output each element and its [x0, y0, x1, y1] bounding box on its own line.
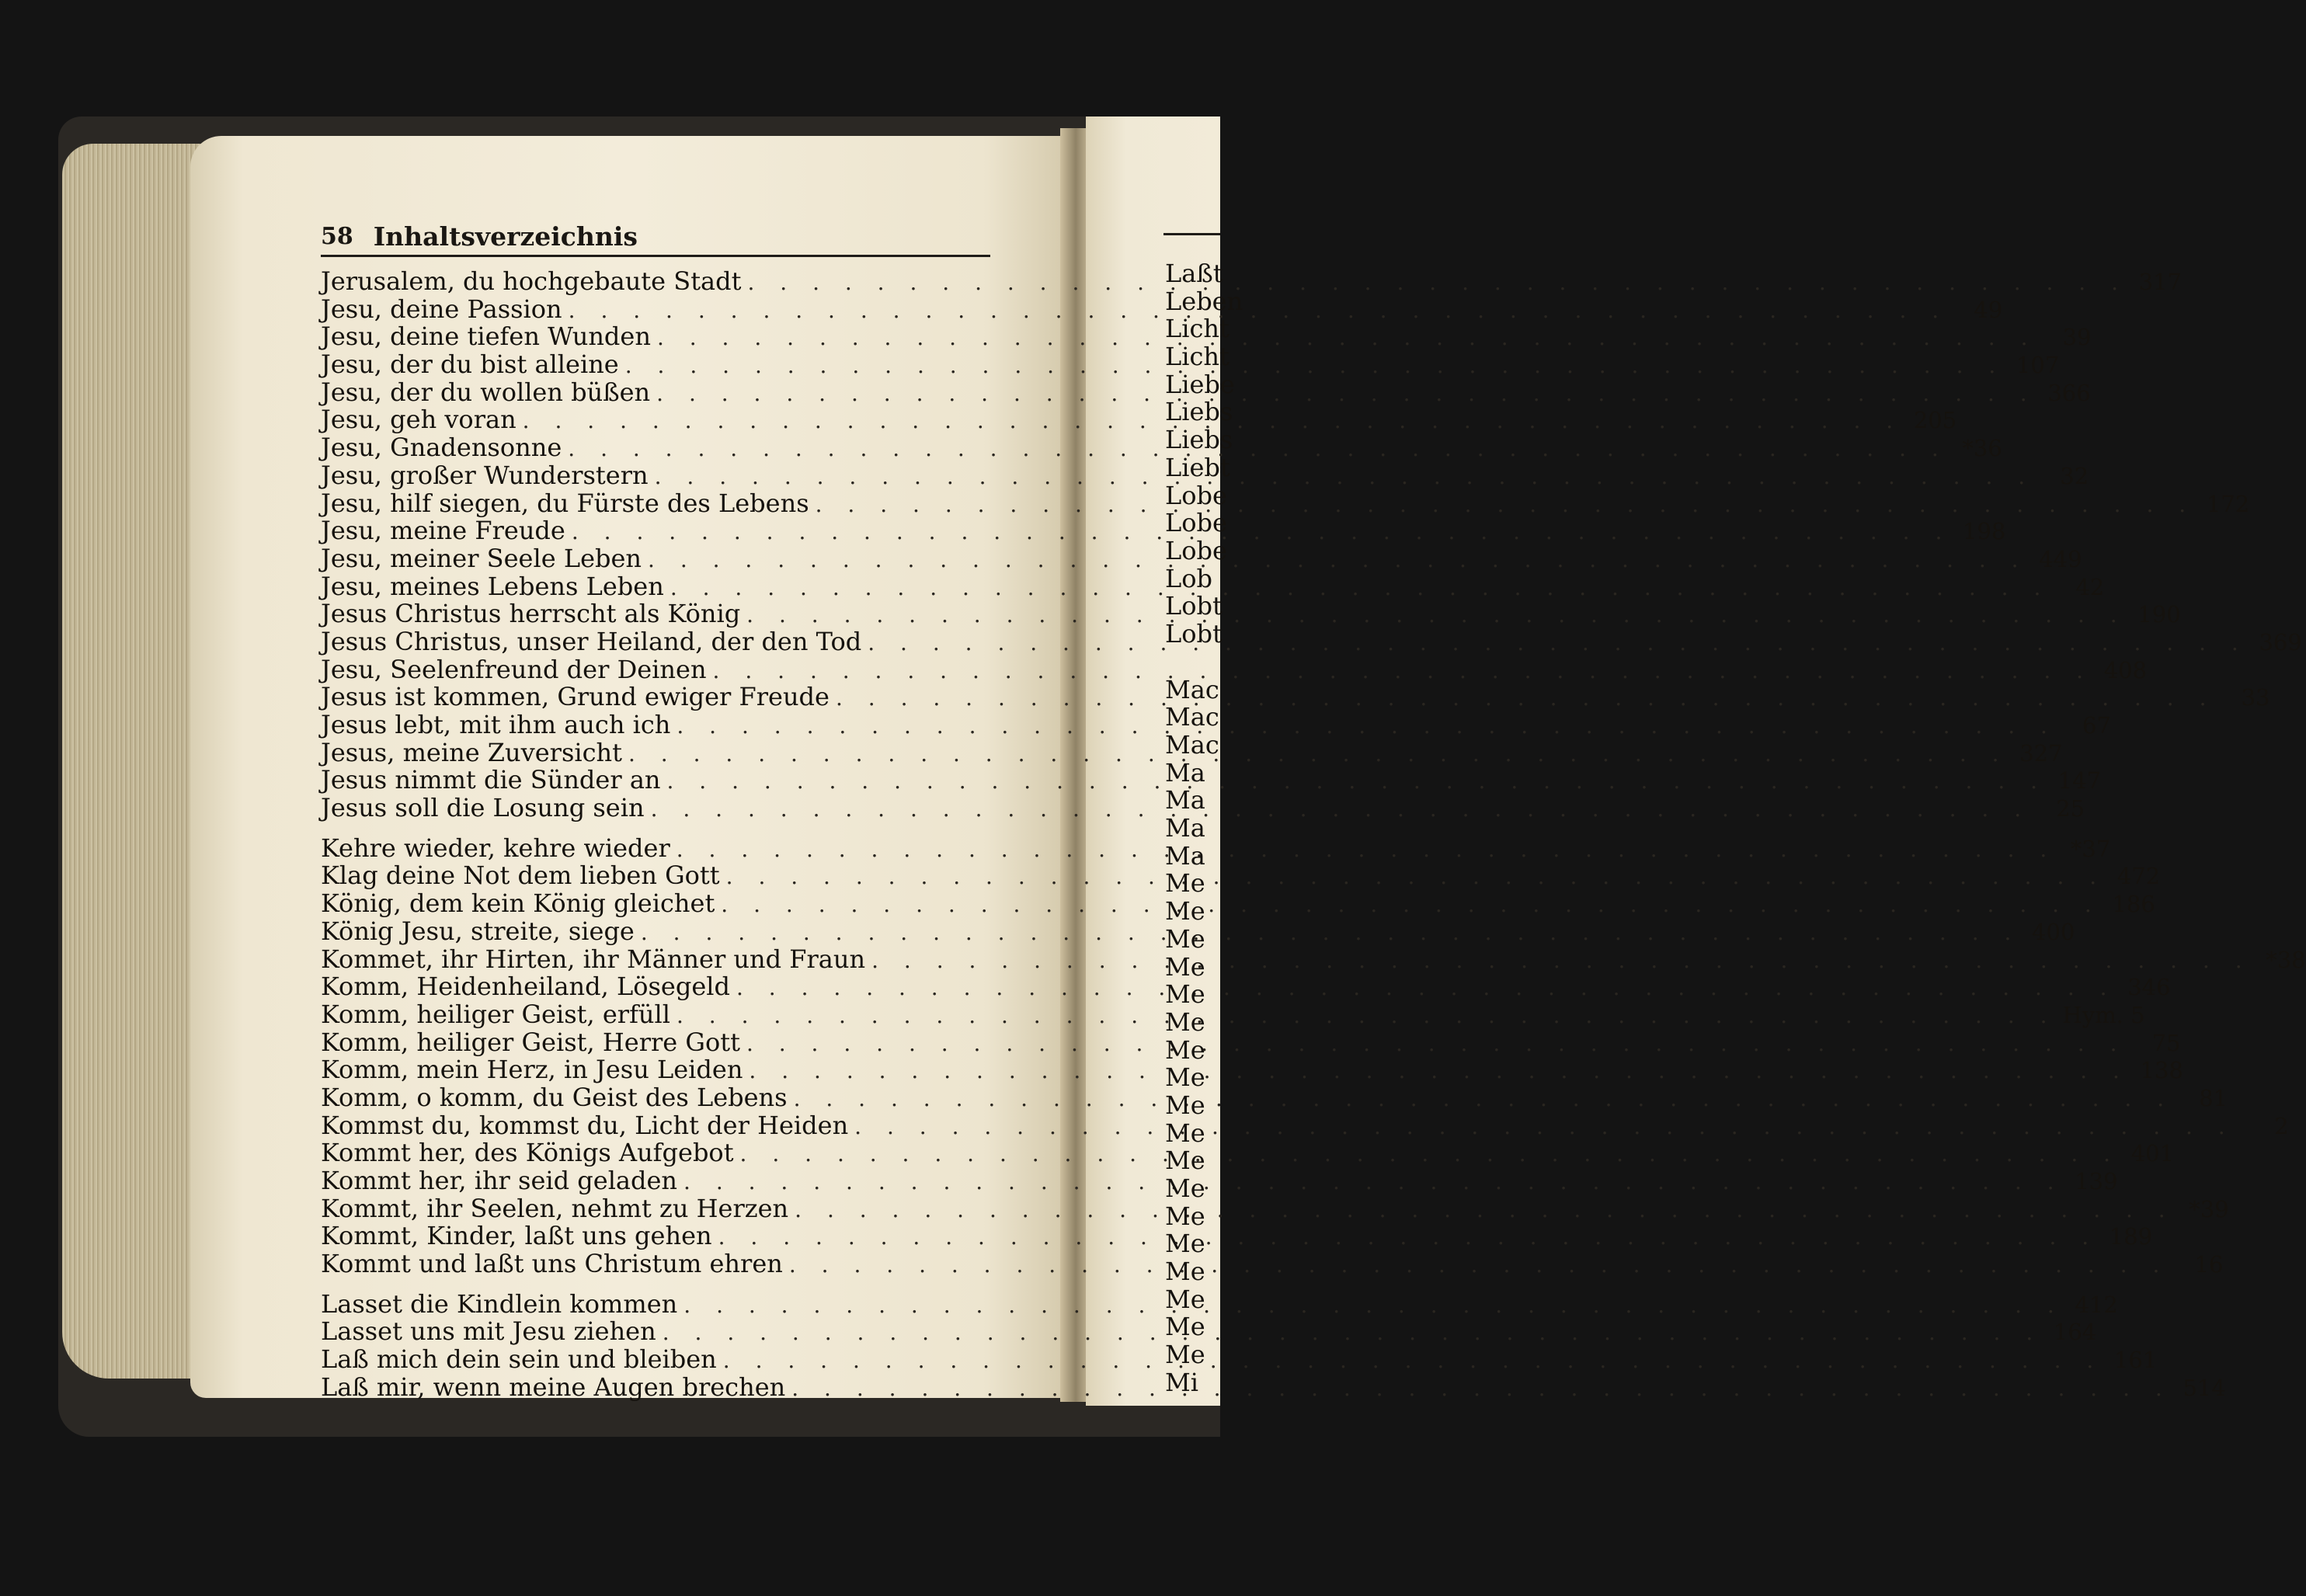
dot-leader: [816, 491, 2196, 519]
toc-entry: [321, 1288, 2118, 1319]
right-page-entry: Me: [1165, 1312, 1205, 1342]
page-edges: [62, 144, 202, 1379]
right-page-entry: Liebs: [1165, 397, 1233, 427]
right-page-entry: Me: [1165, 979, 1205, 1010]
toc-entry: [321, 1055, 2183, 1085]
dot-leader: [721, 891, 2101, 919]
entry-page-number: 408: [2103, 656, 2148, 683]
right-page-entry: Me: [1165, 1229, 1205, 1259]
entry-title: Jesus, meine Zuversicht: [321, 737, 622, 767]
right-page-entry: Leben: [1165, 286, 1243, 316]
dot-leader: [749, 1057, 2129, 1085]
entry-page-number: 472: [2116, 863, 2161, 890]
toc-entry: [321, 1372, 2226, 1402]
dot-leader: [713, 657, 2093, 685]
dot-leader: [676, 1002, 2057, 1030]
entry-title: Jesu, meines Lebens Leben: [321, 571, 664, 601]
entry-title: Jesus soll die Losung sein: [321, 793, 645, 823]
entry-page-number: 514: [2183, 1374, 2226, 1401]
entry-title: Lasset uns mit Jesu ziehen: [321, 1316, 656, 1347]
dot-leader: [625, 352, 2005, 380]
right-page-entry: Me: [1165, 1062, 1205, 1093]
entry-title: Kommt her, ihr seid geladen: [321, 1166, 678, 1195]
entry-page-number: 401: [2130, 1140, 2175, 1167]
entry-title: Kommt, Kinder, laßt uns gehen: [321, 1221, 712, 1251]
right-page-entry: Ma: [1165, 840, 1205, 871]
entry-title: Klag deine Not dem lieben Gott: [321, 861, 720, 891]
right-page-entry: Me: [1165, 868, 1205, 899]
dot-leader: [628, 740, 2009, 768]
entry-title: Jesu, deine tiefen Wunden: [321, 322, 651, 352]
dot-leader: [871, 947, 2252, 975]
entry-title: Jesus lebt, mit ihm auch ich: [321, 710, 671, 739]
right-page-entry: Me: [1165, 1146, 1205, 1176]
entry-title: Jesu, meine Freude: [321, 516, 565, 546]
dot-leader: [791, 1375, 2172, 1403]
dot-leader: [794, 1085, 2174, 1113]
entry-title: Kommt, ihr Seelen, nehmt zu Herzen: [321, 1193, 789, 1223]
dot-leader: [676, 712, 2057, 740]
right-page-entry: Me: [1165, 1090, 1205, 1120]
entry-title: Jesus Christus herrscht als König: [321, 599, 741, 629]
entry-page-number: 107: [2016, 352, 2060, 379]
entry-title: Komm, Heidenheiland, Lösegeld: [321, 972, 730, 1002]
right-page-entry: Me: [1165, 896, 1205, 927]
toc-entry: [321, 654, 2148, 684]
dot-leader: [651, 795, 2031, 823]
dot-leader: [663, 1319, 2043, 1347]
entry-title: Jerusalem, du hochgebaute Stadt: [321, 266, 742, 296]
right-page-entry: Mac: [1165, 702, 1219, 732]
entry-page-number: 25: [2056, 795, 2085, 822]
entry-page-number: 346: [2127, 974, 2171, 1001]
entry-title: König, dem kein König gleichet: [321, 888, 715, 919]
entry-title: Kommt her, des Königs Aufgebot: [321, 1138, 734, 1168]
dot-leader: [676, 836, 2057, 864]
entry-title: Jesu, Gnadensonne: [321, 433, 562, 463]
entry-page-number: 75: [2151, 1029, 2181, 1056]
entry-title: Jesus nimmt die Sünder an: [321, 765, 661, 795]
right-page-entry: Lobe: [1165, 535, 1227, 565]
right-page-entry: Ma: [1165, 785, 1205, 815]
right-page-entry: Me: [1165, 1118, 1205, 1148]
right-page-entry: Liebe: [1165, 369, 1235, 399]
toc-entry: [321, 944, 2306, 974]
right-page-entry: Lobe: [1165, 508, 1227, 538]
entry-page-number: 147: [2057, 767, 2102, 795]
entry-page-number: 67: [2082, 712, 2111, 739]
entry-title: Komm, heiliger Geist, erfüll: [321, 999, 670, 1029]
dot-leader: [854, 1113, 2235, 1141]
dot-leader: [726, 863, 2106, 891]
right-page-entry: Ma: [1165, 813, 1205, 843]
right-page-entry: Lobe: [1165, 480, 1227, 510]
entry-page-number: *36: [1962, 435, 2002, 462]
entry-page-number: 449: [2039, 545, 2082, 572]
entry-page-number: 42: [2075, 573, 2105, 600]
dot-leader: [572, 518, 1952, 546]
dot-leader: [657, 324, 2037, 352]
right-page-entry: Me: [1165, 1257, 1205, 1287]
entry-page-number: 161: [2113, 1347, 2158, 1374]
entry-page-number: 205: [1913, 407, 1957, 434]
entry-title: Komm, mein Herz, in Jesu Leiden: [321, 1055, 743, 1085]
entry-title: Jesu, der du wollen büßen: [321, 377, 651, 407]
entry-page-number: 317: [2138, 269, 2183, 295]
entry-page-number: 366: [2047, 379, 2091, 406]
entry-page-number: *37: [2070, 835, 2111, 862]
toc-entry: [321, 1249, 2224, 1279]
entry-title: Lasset die Kindlein kommen: [321, 1288, 678, 1319]
right-page-entry: Lobt: [1165, 591, 1223, 621]
right-page-entry: Lob: [1165, 563, 1212, 593]
entry-page-number: 32: [2060, 462, 2089, 489]
entry-page-number: 81: [2199, 1084, 2228, 1111]
entry-page-number: 400: [2032, 918, 2075, 945]
entry-title: König Jesu, streite, siege: [321, 916, 635, 946]
dot-leader: [641, 919, 2021, 947]
dot-leader: [795, 1196, 2175, 1224]
entry-title: Jesus ist kommen, Grund ewiger Freude: [321, 682, 830, 712]
entry-title: Jesu, hilf siegen, du Fürste des Lebens: [321, 488, 809, 518]
entry-page-number: 49: [1974, 296, 2003, 323]
dot-leader: [740, 1140, 2120, 1168]
entry-page-number: *39: [2189, 1195, 2229, 1222]
right-page-entry: Me: [1165, 923, 1205, 954]
right-page-list: [1165, 259, 1243, 1397]
right-page-entry: Licht: [1165, 342, 1230, 372]
entry-page-number: 39: [2062, 324, 2092, 351]
dot-leader: [723, 1347, 2103, 1375]
entry-title: Laß mich dein sein und bleiben: [321, 1344, 717, 1375]
entry-page-number: 138: [2140, 1057, 2183, 1084]
entry-title: Kommst du, kommst du, Licht der Heiden: [321, 1110, 849, 1140]
right-page-entry: Me: [1165, 951, 1205, 982]
right-page-entry: Me: [1165, 1034, 1205, 1065]
dot-leader: [655, 463, 2035, 491]
dot-leader: [648, 546, 2028, 574]
right-page-rule: [1163, 233, 1220, 235]
page-header: [321, 216, 990, 257]
entry-page-number: 412: [2075, 1291, 2118, 1318]
entry-title: Kommt und laßt uns Christum ehren: [321, 1249, 783, 1279]
dot-leader: [569, 297, 1949, 325]
entry-title: Kehre wieder, kehre wieder: [321, 833, 670, 863]
entry-page-number: 16: [2194, 1251, 2224, 1278]
dot-leader: [747, 269, 2127, 297]
right-page-entry: Mac: [1165, 730, 1219, 760]
entry-page-number: *38: [2266, 946, 2306, 973]
right-page-entry: Me: [1165, 1340, 1205, 1370]
entry-page-number: 198: [1963, 518, 2006, 545]
right-page-entry: Mi: [1165, 1367, 1198, 1397]
page-title: Inhaltsverzeichnis: [373, 221, 638, 252]
dot-leader: [718, 1223, 2099, 1251]
right-page-entry: Liebs: [1165, 425, 1233, 455]
entry-title: Jesu, Seelenfreund der Deinen: [321, 654, 707, 684]
entry-title: Laß mir, wenn meine Augen brechen: [321, 1372, 786, 1402]
entry-page-number: 172: [2206, 490, 2250, 517]
entry-page-number: 327: [2019, 739, 2063, 767]
entry-page-number: 164: [2053, 1319, 2097, 1346]
entry-title: Jesus Christus, unser Heiland, der den Tod: [321, 626, 862, 656]
right-page-entry: Me: [1165, 1284, 1205, 1314]
dot-leader: [868, 629, 2248, 657]
toc-section: [321, 1288, 2226, 1402]
entry-page-number: 189: [2109, 1223, 2153, 1250]
dot-leader: [836, 684, 2216, 712]
dot-leader: [736, 974, 2116, 1002]
entry-page-number: 139: [2075, 1168, 2118, 1194]
entry-title: Komm, o komm, du Geist des Lebens: [321, 1082, 788, 1112]
right-page-entry: Me: [1165, 1174, 1205, 1203]
entry-title: Jesu, meiner Seele Leben: [321, 543, 642, 573]
page-number: 58: [321, 223, 353, 250]
entry-title: Jesu, der du bist alleine: [321, 349, 619, 380]
dot-leader: [568, 435, 1948, 463]
entry-title: Jesu, großer Wunderstern: [321, 460, 649, 490]
entry-title: Kommet, ihr Hirten, ihr Männer und Fraun: [321, 944, 866, 974]
right-page-entry: Ma: [1165, 757, 1205, 788]
right-page-entry: Licht: [1165, 314, 1230, 344]
right-page-entry: Me: [1165, 1201, 1205, 1231]
entry-title: Jesu, deine Passion: [321, 294, 562, 324]
right-group-gap: [1165, 648, 1220, 676]
dot-leader: [683, 1168, 2064, 1196]
entry-title: Jesu, geh voran: [321, 405, 517, 435]
dot-leader: [667, 767, 2047, 795]
entry-page-number: 190: [2137, 601, 2181, 628]
dot-leader: [656, 380, 2036, 408]
entry-page-number: Hym. 5: [2062, 1001, 2145, 1028]
entry-title: Komm, heiliger Geist, Herre Gott: [321, 1027, 740, 1057]
dot-leader: [789, 1251, 2169, 1279]
entry-page-number: 33: [2241, 684, 2270, 711]
dot-leader: [683, 1292, 2064, 1320]
dot-leader: [670, 574, 2050, 602]
right-page-entry: Lobt: [1165, 618, 1223, 648]
dot-leader: [746, 601, 2127, 629]
right-page-entry: Laßt: [1165, 259, 1223, 288]
right-page-entry: Me: [1165, 1007, 1205, 1037]
entry-page-number: 186: [2112, 891, 2155, 918]
dot-leader: [746, 1030, 2127, 1058]
entry-page-number: 369: [2259, 628, 2302, 655]
right-page-entry: Mac: [1165, 674, 1219, 704]
entry-page-number: 2: [2274, 1112, 2289, 1139]
right-page-entry: Liebt: [1165, 452, 1230, 482]
